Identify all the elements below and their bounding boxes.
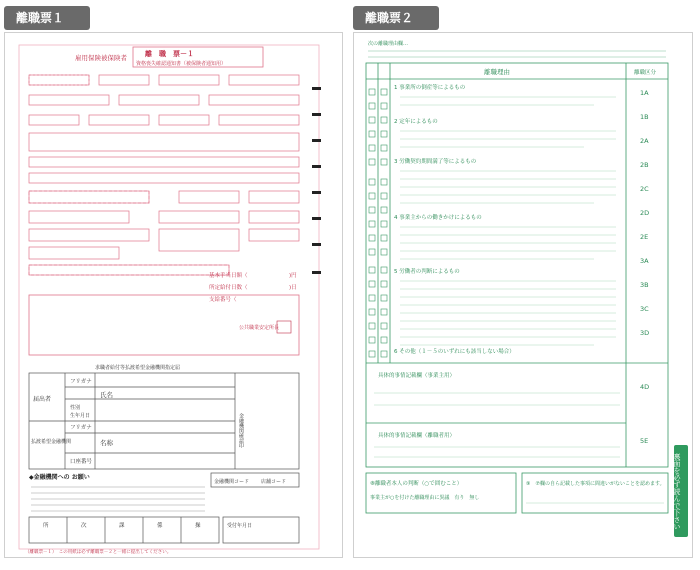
- yen-unit: )円: [289, 273, 297, 279]
- bottom-cell-4: 係: [157, 523, 163, 529]
- code-1b: 1B: [640, 113, 649, 121]
- tab-rishokuhyo-1[interactable]: 離職票１: [4, 6, 90, 30]
- waiting-label: 支給番号（: [209, 297, 237, 303]
- side-notice-text: 裏面を必ず読んで下さい: [673, 453, 681, 530]
- office-label: 公共職業安定所長: [239, 325, 280, 331]
- reason-item-5: 5 労働者の判断によるもの: [394, 269, 460, 275]
- bottom-left-text: 事業主が○を付けた離職理由に異議 有り 無し: [370, 495, 480, 501]
- form1-document: [5, 33, 342, 557]
- notice-title: ◆金融機関への お願い: [29, 474, 90, 481]
- bank-name-label: 名称: [100, 439, 113, 447]
- code-header: 離職区分: [634, 70, 657, 76]
- bank-confirm-label: 金融機関確認印: [238, 413, 244, 448]
- form2-top-note: 次の離職理由欄…: [368, 41, 409, 47]
- code-3a: 3A: [640, 257, 649, 265]
- specific-label-employer: 具体的事情記載欄（事業主用）: [378, 373, 456, 379]
- bottom-cell-5: 操: [195, 523, 201, 529]
- form1-title: 離 職 票－１: [145, 50, 194, 58]
- reason-item-3: 3 労働契約期間満了等によるもの: [394, 159, 477, 165]
- bank-label: 払渡希望金融機関: [31, 439, 72, 445]
- bottom-cell-3: 課: [119, 523, 125, 529]
- paid-days-label: 所定給付日数（: [209, 285, 248, 291]
- bottom-cell-2: 次: [81, 523, 87, 529]
- code-3c: 3C: [640, 305, 649, 313]
- branch-code-label: 店舗コード: [261, 479, 287, 485]
- specific-label-employee: 具体的事情記載欄（離職者用）: [378, 433, 456, 439]
- sex-label: 性別: [70, 405, 81, 411]
- reason-header: 離職理由: [484, 68, 510, 76]
- code-2d: 2D: [640, 209, 650, 217]
- basic-days-label: 基本手当日額（: [209, 273, 248, 279]
- reason-item-1: 1 事業所の倒産等によるもの: [394, 85, 466, 91]
- account-label: 口座番号: [70, 459, 93, 465]
- form2-card: [353, 32, 693, 558]
- bottom-left-title: ⑧離職者本人の判断（○で囲むこと）: [370, 481, 463, 487]
- form1-footer: （離職票－１） この用紙は必ず離職票－２と一緒に提出してください。: [25, 550, 172, 555]
- name-label: 氏名: [100, 391, 113, 399]
- code-2e: 2E: [640, 233, 649, 241]
- code-4d: 4D: [640, 383, 650, 391]
- office-stamp: [277, 321, 291, 333]
- bank-code-label: 金融機関コード: [214, 479, 250, 485]
- form2-document: [354, 33, 692, 557]
- days-unit: )日: [289, 285, 297, 291]
- form1-card: [4, 32, 343, 558]
- code-2a: 2A: [640, 137, 649, 145]
- form1-subtitle: 資格喪失確認通知書（被保険者通知用）: [136, 61, 227, 67]
- code-2c: 2C: [640, 185, 649, 193]
- code-1a: 1A: [640, 89, 649, 97]
- reason-item-4: 4 事業主からの働きかけによるもの: [394, 215, 482, 221]
- bottom-cell-1: 所: [43, 523, 49, 529]
- applicant-label: 届出者: [33, 396, 52, 403]
- bottom-right-text: ⑨ ⑦欄の自ら記載した事項に間違いがないことを認めます。: [526, 481, 665, 487]
- code-3b: 3B: [640, 281, 649, 289]
- code-5e: 5E: [640, 437, 649, 445]
- tab-rishokuhyo-2[interactable]: 離職票２: [353, 6, 439, 30]
- furigana-2: フリガナ: [70, 425, 92, 431]
- furigana-1: フリガナ: [70, 379, 92, 385]
- code-3d: 3D: [640, 329, 650, 337]
- code-2b: 2B: [640, 161, 649, 169]
- form1-insurance-label: 雇用保険被保険者: [75, 54, 127, 62]
- birth-label: 生年月日: [70, 413, 91, 419]
- reason-item-2: 2 定年によるもの: [394, 119, 438, 125]
- financial-header: 求職者給付等払渡希望金融機関指定届: [95, 365, 181, 371]
- stamp-label: 受付年月日: [227, 523, 253, 529]
- reason-item-6: 6 その他（１－５のいずれにも該当しない場合）: [394, 349, 515, 355]
